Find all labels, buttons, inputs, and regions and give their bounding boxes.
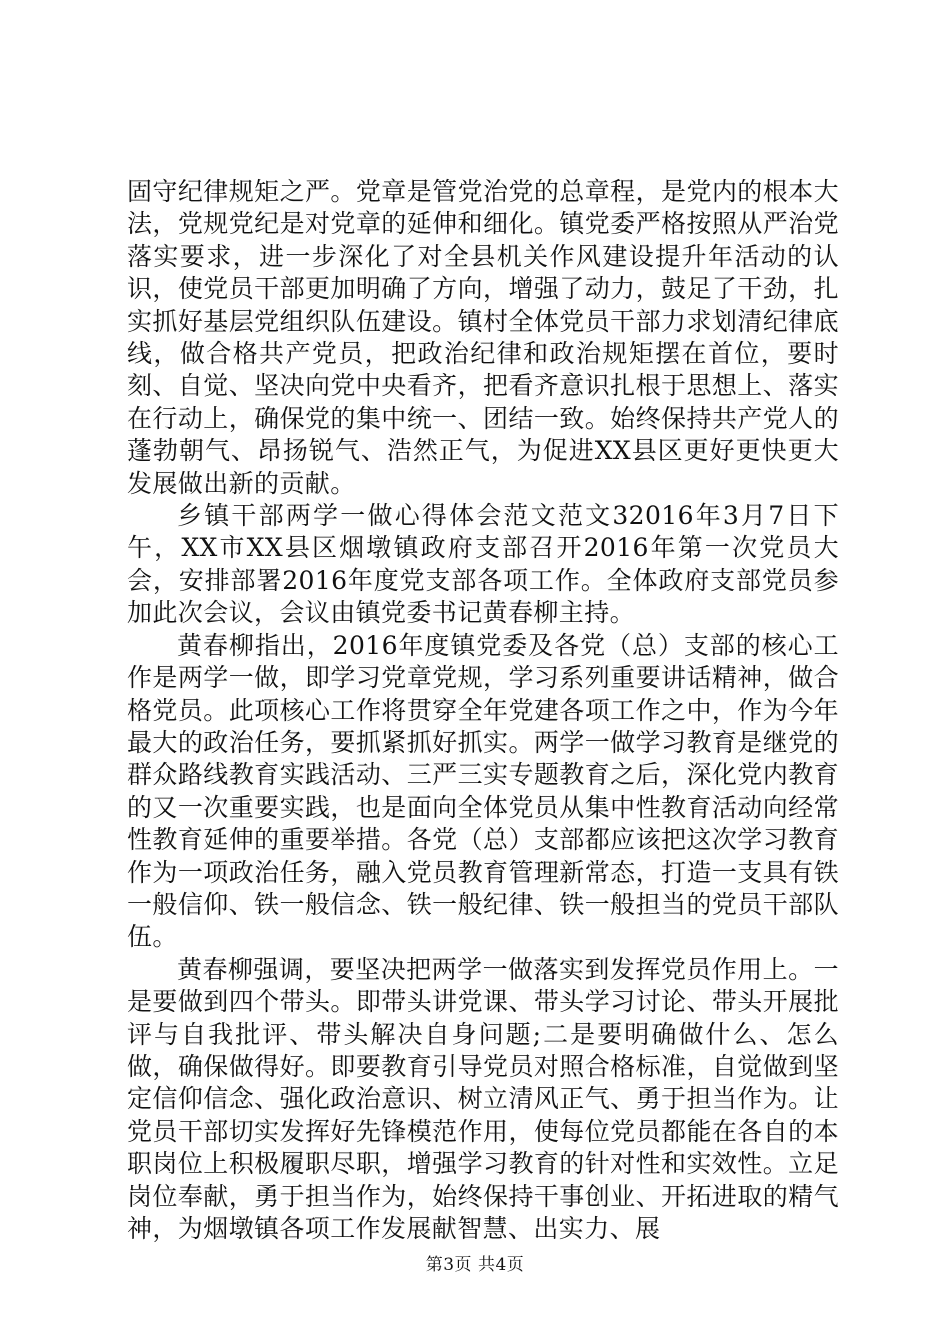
paragraph-core-work: 黄春柳指出，2016年度镇党委及各党（总）支部的核心工作是两学一做，即学习党章党规，学习系列重要讲话精神，做合格党员。此项核心工作将贯穿全年党建各项工作之中，作为今年最大的政治任务，要抓紧抓好抓实。两学一做学习教育是继党的群众路线教育实践活动、三严三实专题教育之后，深化党内教育的又一次重要实践，也是面向全体党员从集中性教育活动向经常性教育延伸的重要举措。各党（总）支部都应该把这次学习教育作为一项政治任务，融入党员教育管理新常态，打造一支具有铁一般信仰、铁一般信念、铁一般纪律、铁一般担当的党员干部队伍。 [127,630,839,952]
document-body [127,176,839,1245]
paragraph-emphasis: 黄春柳强调，要坚决把两学一做落实到发挥党员作用上。一是要做到四个带头。即带头讲党课、带头学习讨论、带头开展批评与自我批评、带头解决自身问题;二是要明确做什么、怎么做，确保做得好。即要教育引导党员对照合格标准，自觉做到坚定信仰信念、强化政治意识、树立清风正气、勇于担当作为。让党员干部切实发挥好先锋模范作用，使每位党员都能在各自的本职岗位上积极履职尽职，增强学习教育的针对性和实效性。立足岗位奉献，勇于担当作为，始终保持干事创业、开拓进取的精气神，为烟墩镇各项工作发展献智慧、出实力、展 [127,954,839,1243]
paragraph-essay-intro: 乡镇干部两学一做心得体会范文范文32016年3月7日下午，XX市XX县区烟墩镇政府支部召开2016年第一次党员大会，安排部署2016年度党支部各项工作。全体政府支部党员参加此次会议，会议由镇党委书记黄春柳主持。 [127,501,839,628]
paragraph-continuation: 固守纪律规矩之严。党章是管党治党的总章程，是党内的根本大法，党规党纪是对党章的延伸和细化。镇党委严格按照从严治党落实要求，进一步深化了对全县机关作风建设提升年活动的认识，使党员干部更加明确了方向，增强了动力，鼓足了干劲，扎实抓好基层党组织队伍建设。镇村全体党员干部力求划清纪律底线，做合格共产党员，把政治纪律和政治规矩摆在首位，要时刻、自觉、坚决向党中央看齐，把看齐意识扎根于思想上、落实在行动上，确保党的集中统一、团结一致。始终保持共产党人的蓬勃朝气、昂扬锐气、浩然正气，为促进XX县区更好更快更大发展做出新的贡献。 [127,177,839,498]
page-footer: 第3页 共4页 [425,1255,525,1275]
